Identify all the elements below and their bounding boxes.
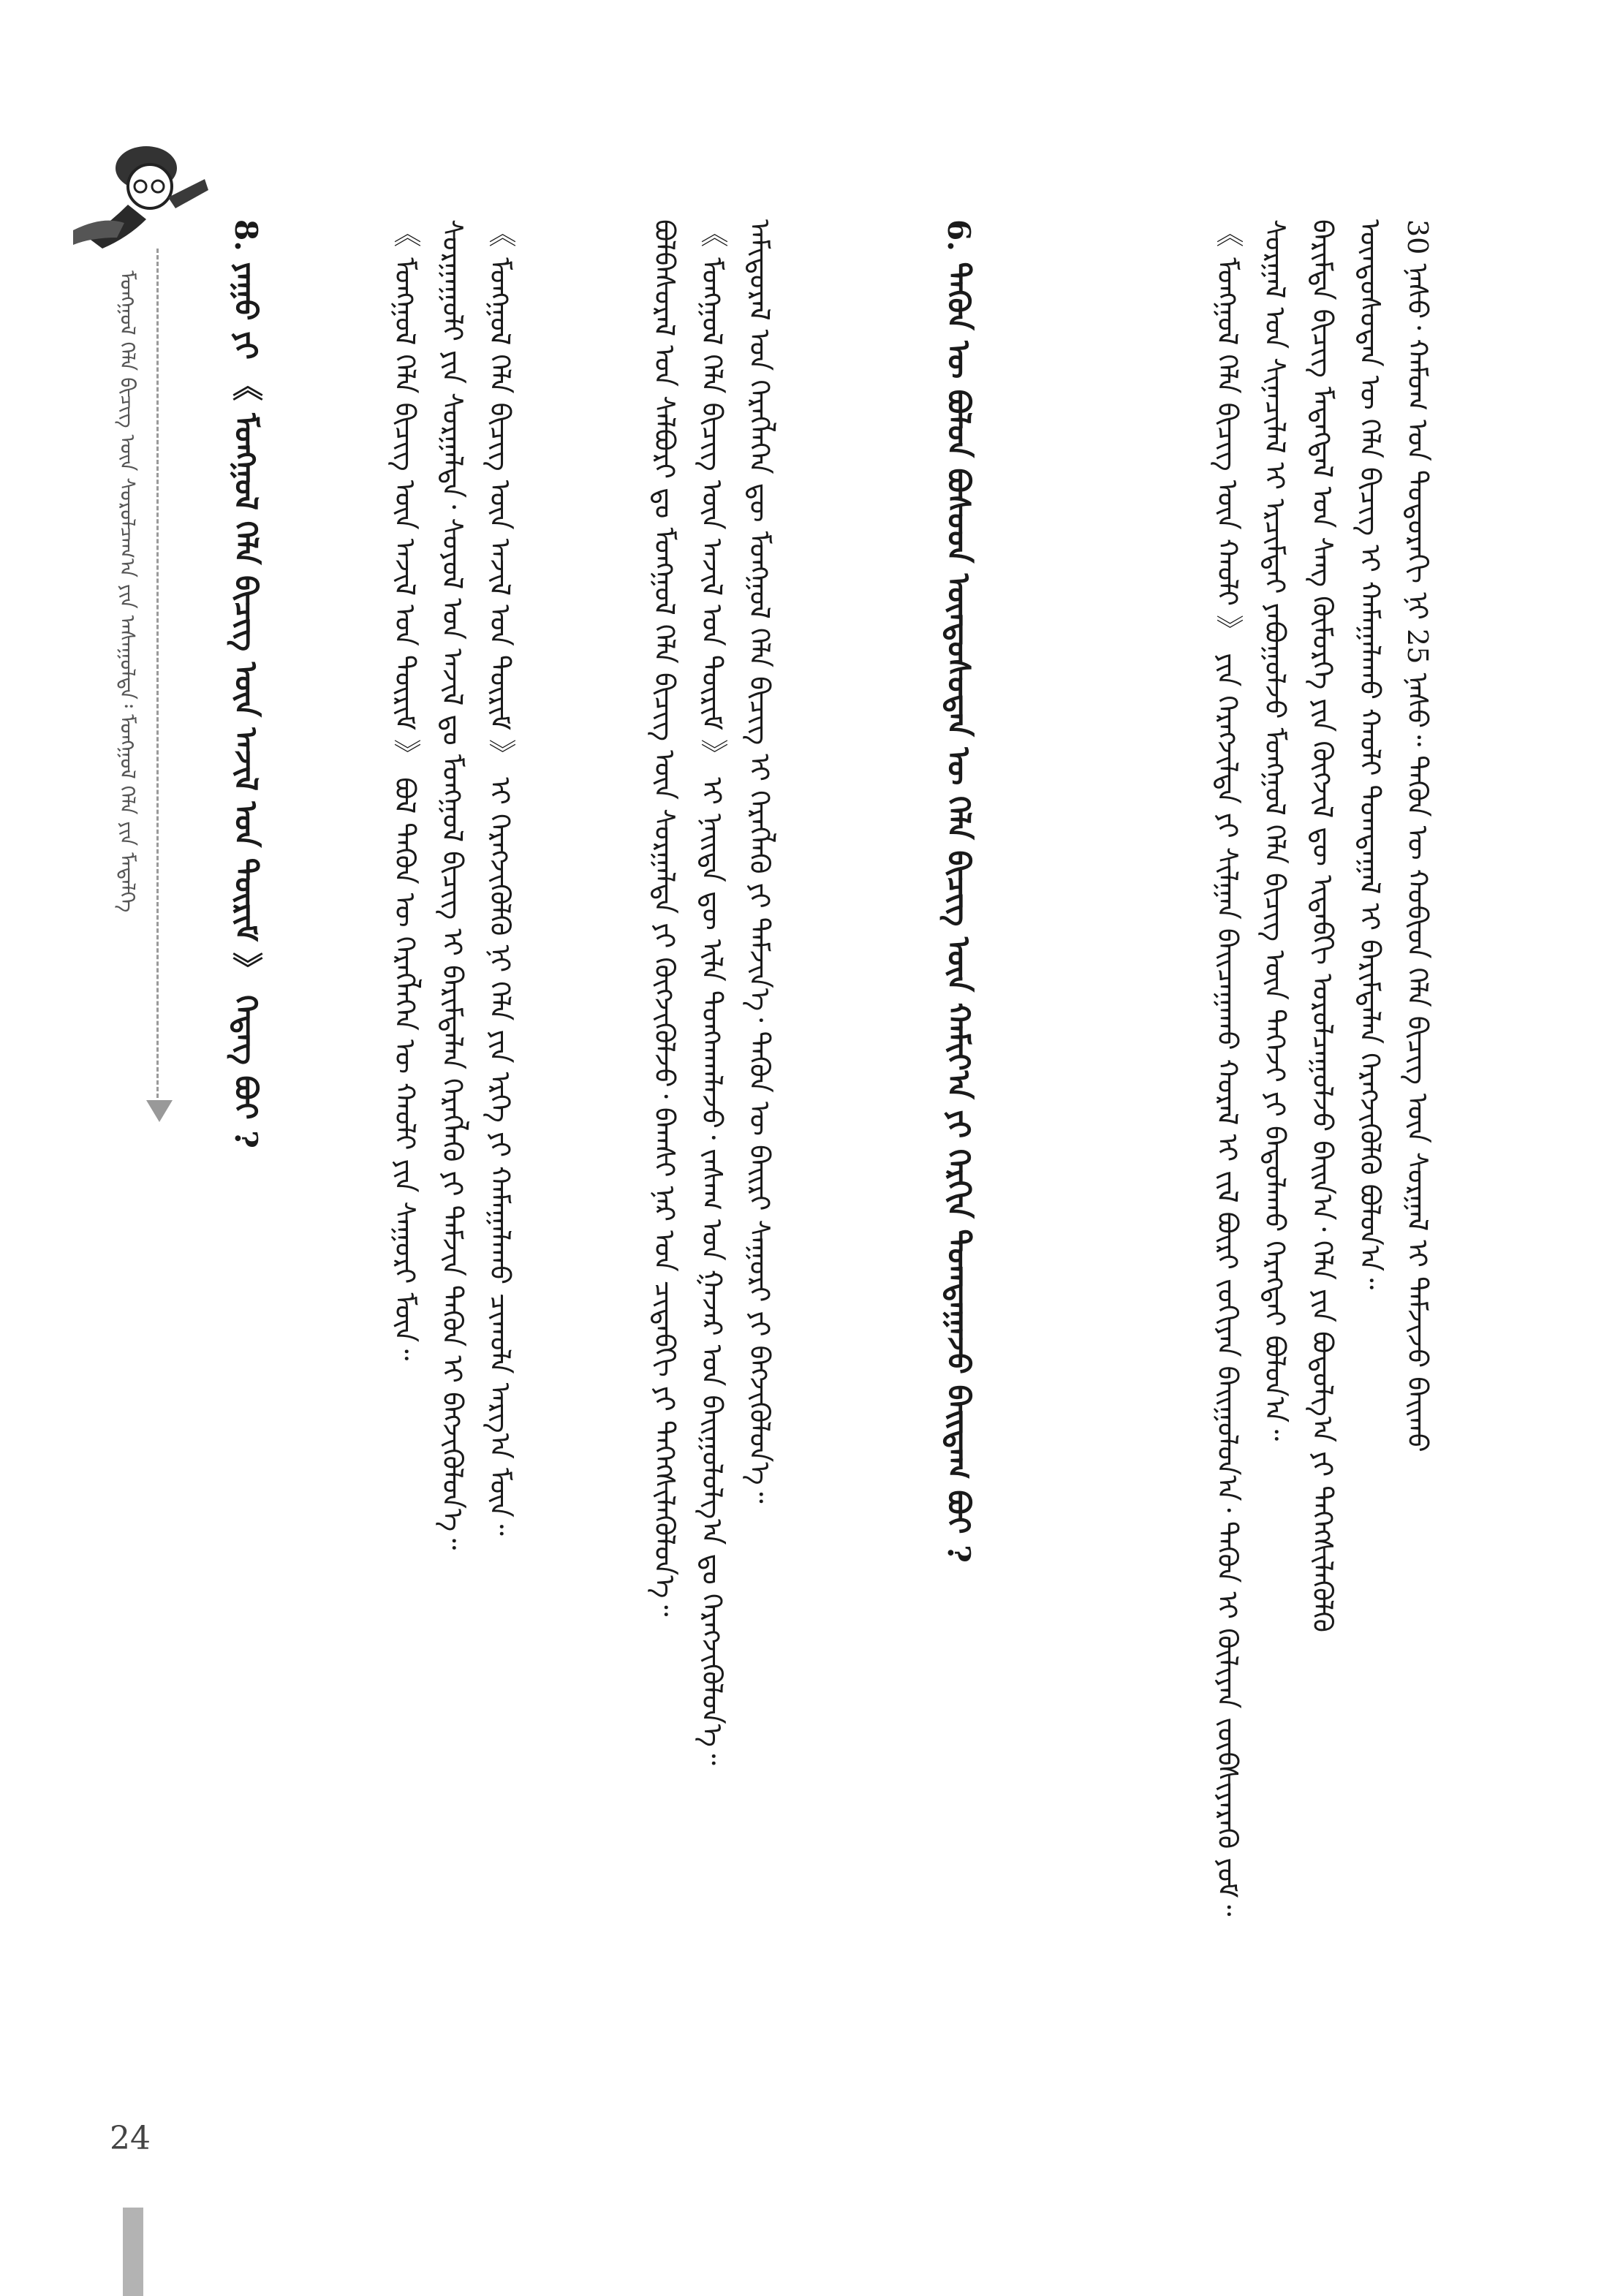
running-header: ᠮᠣᠩᠭᠣᠯ ᠬᠡᠯᠡ ᠪᠢᠴᠢᠭ᠌ ᠦᠨ ᠰᠤᠷᠤᠯᠴᠠᠭ᠎ᠠ ᠶᠢᠨ ᠠᠰᠠᠭᠤᠯᠲᠠ᠄ ᠮᠣᠩᠭᠣᠯ ᠬᠡᠯᠡ ᠶᠢᠨ ᠮᠡᠳᠡᠯᠭᠡ	[116, 270, 140, 913]
text-column: ᠪᠠᠷᠢᠮᠲᠠ ᠪᠢᠴᠢᠭ᠌ ᠮᠡᠳᠡᠭᠳᠡᠯ ᠤᠨ ᠰᠠᠩ ᠬᠥᠮᠥᠷᠭᠡ ᠶᠢᠨ ᠬᠥᠭᠵᠢᠯ ᠳᠦ ᠢᠳᠡᠪᠬᠢ ᠣᠷᠤᠯᠴᠠᠭᠤᠯᠵᠤ ᠪᠠᠢᠨ᠎ᠠ᠂ ᠬᠡᠯᠡ ᠶᠢᠨ ᠪᠣᠳᠣᠯᠭ᠎ᠠ ᠶᠢ ᠳᠡᠭᠡᠭᠰᠢᠯᠡᠭᠦᠯᠬᠦ	[1306, 219, 1339, 1633]
text-column: ᠰᠤᠷᠭᠠᠯ ᠤᠨ ᠰᠢᠨᠡᠴᠢᠯᠡᠯ ᠢ ᠡᠷᠴᠢᠮᠲᠡᠢ ᠶᠠᠪᠤᠭᠤᠯᠵᠤ ᠮᠣᠩᠭᠣᠯ ᠬᠡᠯᠡ ᠪᠢᠴᠢᠭ᠌ ᠦᠨ ᠳᠡᠭᠡᠵᠢ ᠶᠢ ᠪᠠᠲᠤᠯᠠᠬᠤ ᠬᠡᠷᠡᠭᠲᠡᠢ ᠪᠣᠯᠤᠨ᠎ᠠ᠃	[1259, 219, 1291, 1441]
question-heading: 6. ᠲᠡᠭᠦᠨ ᠦ ᠪᠣᠯᠤᠨ ᠪᠤᠰᠤᠳ ᠦᠨᠳᠦᠰᠦᠲᠡᠨ ᠦ ᠬᠡᠯᠡ ᠪᠢᠴᠢᠭ᠌ ᠦᠨ ᠬᠠᠮᠢᠶ᠎ᠠ ᠶᠢ ᠬᠡᠷᠬᠢᠨ ᠲᠣᠭᠲᠠᠭᠠᠵᠤ ᠪᠠᠢᠳᠠᠭ ᠪᠤᠢ ?	[941, 219, 977, 1563]
question-heading: 8. ᠶᠠᠭᠤ ᠶᠢ 《 ᠮᠣᠩᠭᠣᠯ ᠬᠡᠯᠡ ᠪᠢᠴᠢᠭ᠌ ᠦᠨ ᠠᠵᠢᠯ ᠤᠨ ᠳᠦᠷᠢᠮ 》 ᠭᠡᠳᠡᠭ ᠪᠤᠢ ?	[228, 219, 264, 1148]
text-column: ᠦᠨᠳᠦᠰᠦᠲᠡᠨ ᠦ ᠬᠡᠯᠡ ᠪᠢᠴᠢᠭ᠌ ᠢ ᠬᠠᠮᠠᠭᠠᠯᠠᠬᠤ ᠬᠠᠤᠯᠢ ᠲᠣᠭᠲᠠᠭᠠᠯ ᠢ ᠪᠠᠷᠢᠮᠲᠠᠯᠠᠨ ᠬᠡᠷᠡᠭᠵᠢᠭᠦᠯᠬᠦ ᠪᠣᠯᠤᠨ᠎ᠠ᠃	[1354, 219, 1386, 1290]
text-column: 《 ᠮᠣᠩᠭᠣᠯ ᠬᠡᠯᠡ ᠪᠢᠴᠢᠭ᠌ ᠦᠨ ᠬᠠᠤᠯᠢ 》 ᠶᠢᠨ ᠬᠡᠷᠡᠭᠵᠢᠯᠲᠡ ᠶᠢ ᠰᠢᠯᠭᠠᠨ ᠪᠠᠢᠴᠠᠭᠠᠬᠤ ᠬᠤᠷᠠᠯ ᠢ ᠵᠢᠯ ᠪᠦᠷᠢ ᠵᠣᠬᠢᠶᠠᠨ ᠪᠠᠢᠭᠤᠯᠤᠨ᠎ᠠ᠂ ᠲᠡᠭᠦᠨ ᠢ ᠬᠦᠯᠢᠶᠡᠨ ᠵᠥᠪᠰᠢᠶᠡᠷᠡᠬᠦ ᠶᠤᠮ᠃	[1211, 219, 1244, 1917]
text-column: 《 ᠮᠣᠩᠭᠣᠯ ᠬᠡᠯᠡ ᠪᠢᠴᠢᠭ᠌ ᠦᠨ ᠠᠵᠢᠯ ᠤᠨ ᠳᠦᠷᠢᠮ 》 ᠪᠣᠯ ᠲᠡᠭᠦᠨ ᠦ ᠬᠡᠷᠡᠭᠯᠡᠭᠡᠨ ᠦ ᠬᠠᠤᠯᠢ ᠶᠢᠨ ᠰᠠᠭᠤᠷᠢ ᠮᠥᠨ᠃	[389, 219, 421, 1361]
mascot-boy-illustration	[58, 128, 219, 267]
text-column: ᠠᠮᠢᠳᠤᠷᠠᠯ ᠤᠨ ᠬᠡᠷᠡᠭᠯᠡᠭᠡᠨ ᠳᠦ ᠮᠣᠩᠭᠣᠯ ᠬᠡᠯᠡ ᠪᠢᠴᠢᠭ᠌ ᠢ ᠬᠡᠷᠡᠭᠯᠡᠬᠦ ᠶᠢ ᠳᠡᠮᠵᠢᠨ᠎ᠡ᠂ ᠲᠡᠭᠦᠨ ᠦ ᠪᠠᠢᠷᠢ ᠰᠠᠭᠤᠷᠢ ᠶᠢ ᠪᠡᠬᠵᠢᠭᠦᠯᠦᠨ᠎ᠡ᠃	[744, 219, 776, 1504]
page-number: 24	[110, 2120, 151, 2157]
text-column: 《 ᠮᠣᠩᠭᠣᠯ ᠬᠡᠯᠡ ᠪᠢᠴᠢᠭ᠌ ᠦᠨ ᠠᠵᠢᠯ ᠤᠨ ᠳᠦᠷᠢᠮ 》 ᠢ ᠨᠡᠢᠲᠡ ᠳᠦ ᠢᠯᠡ ᠲᠤᠩᠬᠠᠭᠯᠠᠵᠤ᠂ ᠵᠠᠰᠠᠭ ᠤᠨ ᠭᠠᠵᠠᠷ ᠤᠨ ᠪᠠᠢᠭᠤᠯᠤᠯᠭ᠎ᠠ ᠳᠤ ᠬᠡᠷᠡᠭᠵᠢᠭᠦᠯᠦᠨ᠎ᠡ᠃	[696, 219, 728, 1765]
text-column: 30 ᠨᠠᠰᠤ᠂ ᠬᠠᠮᠤᠭ ᠤᠨ ᠳᠤᠳᠤᠷᠠᠬᠢ ᠨᠢ 25 ᠨᠠᠰᠤ᠃ ᠲᠡᠭᠦᠨ ᠦ ᠬᠤᠪᠢᠳ ᠬᠡᠯᠡ ᠪᠢᠴᠢᠭ᠌ ᠦᠨ ᠰᠤᠷᠭᠠᠯ ᠢ ᠳᠡᠮᠵᠢᠵᠦ ᠪᠠᠢᠬᠤ	[1401, 219, 1434, 1452]
text-column: 《 ᠮᠣᠩᠭᠣᠯ ᠬᠡᠯᠡ ᠪᠢᠴᠢᠭ᠌ ᠦᠨ ᠠᠵᠢᠯ ᠤᠨ ᠳᠦᠷᠢᠮ 》 ᠢ ᠬᠡᠷᠡᠭᠵᠢᠭᠦᠯᠬᠦ ᠨᠢ ᠬᠡᠯᠡ ᠶᠢᠨ ᠡᠷᠬᠡ ᠶᠢ ᠬᠠᠮᠠᠭᠠᠯᠠᠬᠤ ᠴᠢᠬᠤᠯᠠ ᠠᠷᠭ᠎ᠠ ᠮᠥᠨ᠃	[484, 219, 516, 1536]
triangle-marker-icon	[146, 1100, 173, 1122]
text-column: ᠰᠤᠷᠭᠠᠭᠤᠯᠢ ᠶᠢᠨ ᠰᠤᠷᠭᠠᠯᠲᠠ᠂ ᠰᠣᠶᠣᠯ ᠤᠨ ᠠᠵᠢᠯ ᠳᠤ ᠮᠣᠩᠭᠣᠯ ᠪᠢᠴᠢᠭ᠌ ᠢ ᠪᠠᠷᠢᠮᠲᠠᠯᠠᠨ ᠬᠡᠷᠡᠭᠯᠡᠬᠦ ᠶᠢ ᠳᠡᠮᠵᠢᠨ ᠲᠡᠭᠦᠨ ᠢ ᠪᠡᠬᠵᠢᠭᠦᠯᠦᠨ᠎ᠡ᠃	[436, 219, 469, 1550]
grey-edge-tab	[123, 2208, 143, 2296]
text-column: ᠪᠣᠯᠪᠠᠰᠤᠷᠠᠯ ᠤᠨ ᠰᠠᠯᠪᠤᠷᠢ ᠳᠤ ᠮᠣᠩᠭᠣᠯ ᠬᠡᠯᠡ ᠪᠢᠴᠢᠭ᠌ ᠦᠨ ᠰᠤᠷᠭᠠᠯᠳᠠ ᠶᠢ ᠬᠦᠭᠵᠢᠭᠦᠯᠵᠦ᠂ ᠪᠠᠭᠰᠢ ᠨᠠᠷ ᠤᠨ ᠴᠢᠳᠠᠪᠬᠢ ᠶᠢ ᠳᠡᠭᠡᠭᠰᠢᠯᠡᠭᠦᠯᠦᠨ᠎ᠡ᠃	[648, 219, 681, 1617]
header-divider	[156, 249, 159, 1111]
